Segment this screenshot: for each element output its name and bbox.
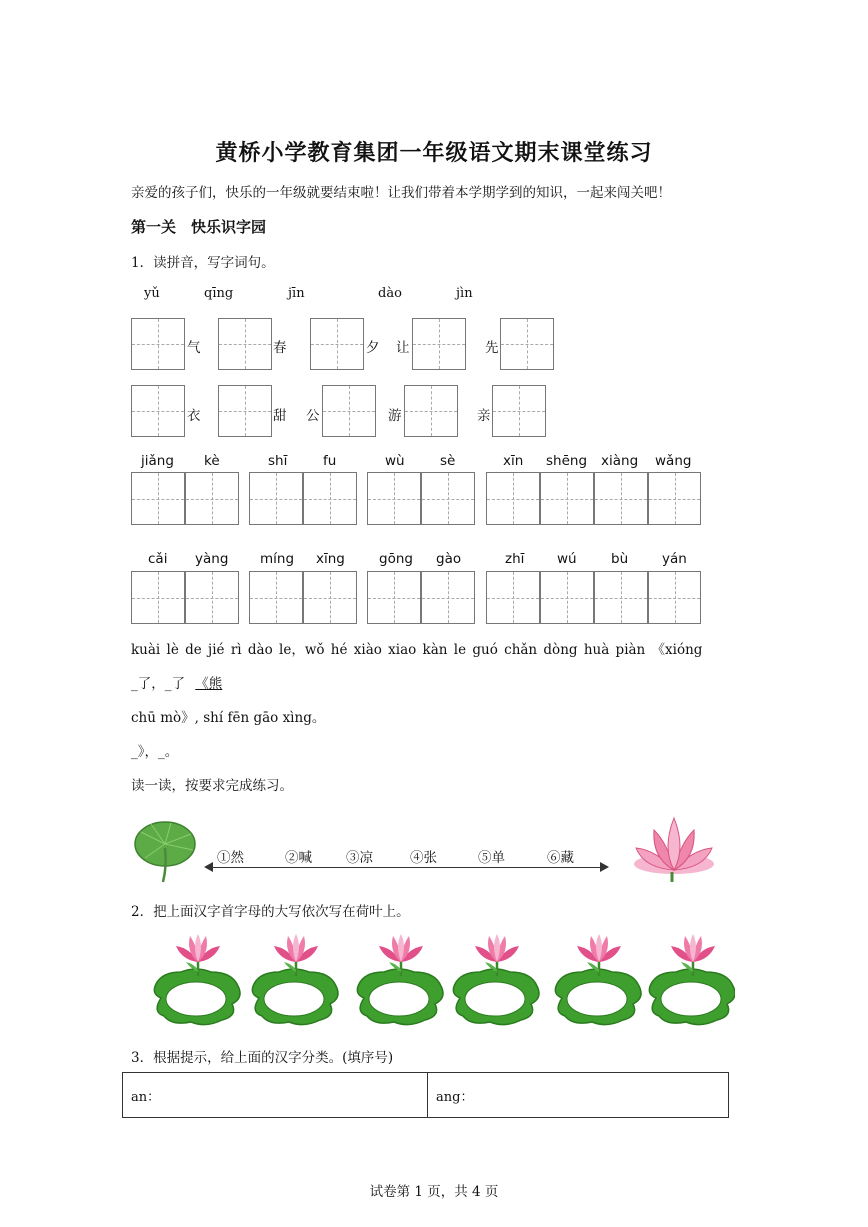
writing-box[interactable] — [486, 571, 540, 624]
writing-box[interactable] — [249, 472, 303, 525]
char-label: 春 — [273, 340, 287, 356]
intro-text: 亲爱的孩子们，快乐的一年级就要结束啦！让我们带着本学期学到的知识，一起来闯关吧！ — [131, 185, 671, 201]
writing-box[interactable] — [486, 472, 540, 525]
writing-box[interactable] — [492, 385, 546, 437]
pinyin-label: wú — [557, 551, 577, 567]
writing-box[interactable] — [421, 571, 475, 624]
writing-box[interactable] — [185, 472, 239, 525]
lotus-leaf-4[interactable] — [453, 934, 539, 1025]
option-char: ①然 — [217, 850, 244, 866]
pinyin-label: gào — [436, 551, 462, 567]
writing-box[interactable] — [594, 571, 648, 624]
writing-box[interactable] — [367, 472, 421, 525]
char-label: 让 — [396, 340, 410, 356]
char-label: 气 — [187, 340, 201, 356]
lotus-leaf-5[interactable] — [555, 934, 641, 1025]
lotus-flower-icon — [614, 808, 734, 884]
char-label: 甜 — [273, 408, 287, 424]
char-label: 亲 — [477, 408, 491, 424]
char-label: 游 — [388, 408, 402, 424]
lotus-leaf-row — [131, 928, 735, 1030]
question-1: 1．读拼音，写字词句。 — [131, 255, 275, 271]
writing-box[interactable] — [404, 385, 458, 437]
question-3: 3．根据提示，给上面的汉字分类。(填序号) — [131, 1050, 394, 1066]
writing-box[interactable] — [648, 472, 701, 525]
option-char: ③凉 — [346, 850, 373, 866]
char-label: 先 — [485, 340, 499, 356]
option-char: ④张 — [410, 850, 437, 866]
option-char: ⑥藏 — [547, 850, 574, 866]
pinyin-label: qīng — [204, 286, 234, 301]
pinyin-label: jìn — [456, 286, 473, 301]
pinyin-label: yán — [662, 551, 687, 567]
writing-box[interactable] — [367, 571, 421, 624]
writing-box[interactable] — [218, 318, 272, 370]
pinyin-label: xiàng — [601, 453, 639, 469]
writing-box[interactable] — [131, 472, 185, 525]
arrow-right-icon — [600, 862, 609, 872]
ang-cell[interactable]: ang： — [428, 1073, 729, 1118]
lotus-leaf-2[interactable] — [252, 934, 338, 1025]
option-arrow-line — [208, 867, 606, 868]
read-instruction: 读一读，按要求完成练习。 — [131, 778, 293, 794]
pinyin-label: cǎi — [148, 551, 168, 567]
writing-box[interactable] — [500, 318, 554, 370]
option-char: ②喊 — [285, 850, 312, 866]
an-cell[interactable]: an： — [123, 1073, 428, 1118]
writing-box[interactable] — [594, 472, 648, 525]
pinyin-label: kè — [204, 453, 220, 469]
sentence-blanks[interactable]: _了，_了 — [131, 676, 185, 692]
pinyin-label: wǎng — [655, 453, 692, 469]
char-label: 衣 — [187, 408, 201, 424]
pinyin-label: shī — [268, 453, 288, 469]
lotus-leaf-1[interactable] — [154, 934, 240, 1025]
pinyin-label: míng — [260, 551, 295, 567]
sentence-pinyin-line-1: kuài lè de jié rì dào le，wǒ hé xiào xiao kàn le guó chǎn dòng huà piàn 《xióng — [131, 642, 703, 658]
pinyin-label: yǔ — [144, 286, 160, 301]
char-label: 夕 — [366, 340, 380, 356]
sentence-blank-line-2[interactable]: _》，_。 — [131, 744, 179, 760]
option-char: ⑤单 — [478, 850, 505, 866]
pinyin-label: wù — [385, 453, 405, 469]
sentence-blank-line-1 — [131, 672, 234, 692]
pinyin-label: dào — [378, 286, 402, 301]
sentence-pinyin-line-2: chū mò》, shí fēn gāo xìng。 — [131, 710, 326, 726]
lotus-leaf-icon — [131, 818, 201, 884]
pinyin-label: yàng — [195, 551, 229, 567]
pinyin-label: gōng — [379, 551, 413, 567]
writing-box[interactable] — [322, 385, 376, 437]
question-2: 2．把上面汉字首字母的大写依次写在荷叶上。 — [131, 904, 410, 920]
pinyin-label: sè — [440, 453, 456, 469]
pinyin-label: jiǎng — [141, 453, 174, 469]
lotus-leaf-6[interactable] — [649, 934, 735, 1025]
char-label: 公 — [306, 408, 320, 424]
pinyin-label: zhī — [505, 551, 525, 567]
writing-box[interactable] — [412, 318, 466, 370]
writing-box[interactable] — [131, 318, 185, 370]
writing-box[interactable] — [218, 385, 272, 437]
writing-box[interactable] — [131, 571, 185, 624]
writing-box[interactable] — [185, 571, 239, 624]
pinyin-label: xīng — [316, 551, 345, 567]
writing-box[interactable] — [303, 472, 357, 525]
writing-box[interactable] — [310, 318, 364, 370]
page-footer: 试卷第 1 页，共 4 页 — [369, 1184, 499, 1200]
page-title: 黄桥小学教育集团一年级语文期末课堂练习 — [215, 140, 653, 166]
pinyin-label: jīn — [288, 286, 305, 301]
writing-box[interactable] — [540, 571, 594, 624]
writing-box[interactable] — [421, 472, 475, 525]
classification-table — [122, 1072, 729, 1118]
writing-box[interactable] — [303, 571, 357, 624]
pinyin-label: xīn — [503, 453, 524, 469]
section-heading: 第一关 快乐识字园 — [131, 218, 267, 236]
pinyin-label: bù — [611, 551, 629, 567]
pinyin-label: fu — [323, 453, 337, 469]
pinyin-label: shēng — [546, 453, 588, 469]
writing-box[interactable] — [249, 571, 303, 624]
sentence-book-title-start: 《熊 — [195, 676, 223, 692]
writing-box[interactable] — [131, 385, 185, 437]
writing-box[interactable] — [648, 571, 701, 624]
lotus-leaf-3[interactable] — [357, 934, 443, 1025]
arrow-left-icon — [204, 862, 213, 872]
writing-box[interactable] — [540, 472, 594, 525]
